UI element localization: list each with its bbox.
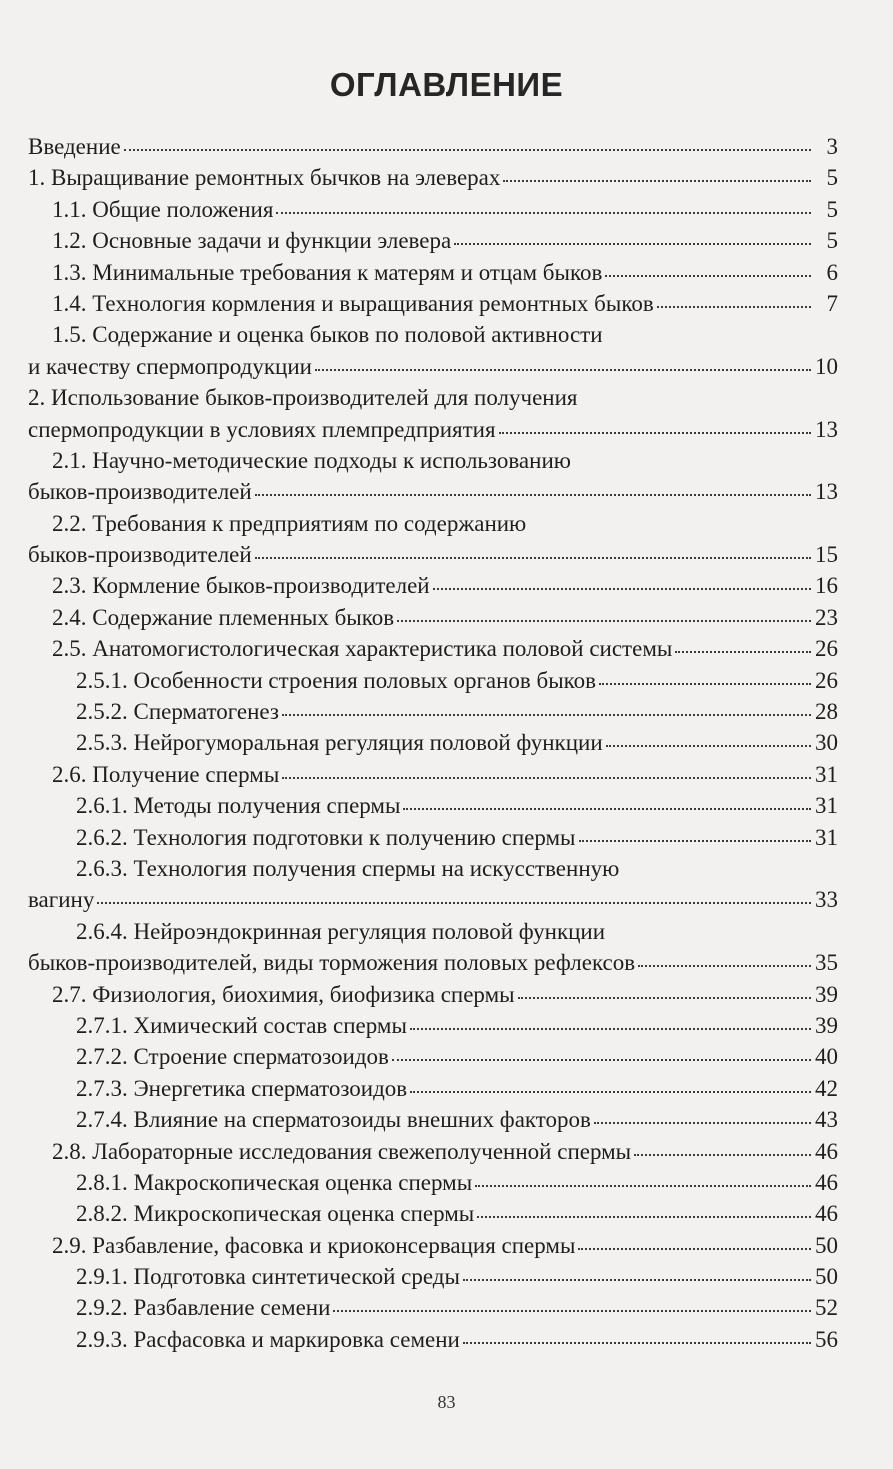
toc-entry-page: 5 — [826, 228, 838, 254]
toc-entry-page: 23 — [815, 604, 838, 630]
toc-leader-dots — [578, 1247, 811, 1250]
toc-leader-dots — [594, 1121, 811, 1124]
toc-entry — [28, 884, 838, 915]
toc-leader-dots — [392, 1058, 811, 1061]
toc-entry — [28, 633, 838, 664]
toc-entry-title: 1.3. Минимальные требования к матерям и отцам быков — [52, 259, 603, 285]
toc-entry-title: 2.5. Анатомогистологическая характеристика половой системы — [52, 636, 673, 662]
toc-entry — [28, 351, 838, 382]
toc-entry-page: 13 — [815, 416, 838, 442]
toc-leader-dots — [463, 1341, 811, 1344]
toc-entry — [28, 602, 838, 633]
toc-entry-title: 2.7.4. Влияние на сперматозоиды внешних факторов — [76, 1107, 591, 1133]
toc-entry — [28, 1261, 838, 1292]
toc-entry — [28, 288, 838, 319]
toc-entry — [28, 727, 838, 758]
toc-entry — [28, 1010, 838, 1041]
toc-leader-dots — [276, 211, 811, 214]
toc-entry-page: 39 — [815, 981, 838, 1007]
toc-entry — [28, 225, 838, 256]
toc-leader-dots — [675, 650, 811, 653]
toc-entry-title: 2.1. Научно-методические подходы к использованию — [52, 447, 571, 473]
toc-entry — [28, 1198, 838, 1229]
page-number: 83 — [437, 1392, 456, 1412]
toc-entry-page: 39 — [815, 1012, 838, 1038]
toc-entry — [28, 822, 838, 853]
toc-entry — [28, 319, 838, 350]
toc-entry — [28, 916, 838, 947]
toc-leader-dots — [475, 1184, 811, 1187]
toc-entry-page: 26 — [815, 636, 838, 662]
toc-entry-title: 2.8.2. Микроскопическая оценка спермы — [76, 1201, 475, 1227]
toc-leader-dots — [410, 1090, 811, 1093]
toc-entry-title: и качеству спермопродукции — [28, 353, 312, 379]
toc-leader-dots — [282, 776, 811, 779]
toc-entry-page: 31 — [815, 793, 838, 819]
toc-entry-title: 2.6.4. Нейроэндокринная регуляция половой функции — [76, 918, 606, 944]
toc-entry — [28, 570, 838, 601]
toc-entry-page: 5 — [826, 196, 838, 222]
toc-entry-title: 2.9.1. Подготовка синтетической среды — [76, 1264, 460, 1290]
toc-entry-title: Введение — [28, 134, 121, 159]
toc-entry-title: 2.7. Физиология, биохимия, биофизика спермы — [52, 981, 515, 1007]
toc-entry-page: 28 — [815, 699, 838, 725]
toc-entry — [28, 1073, 838, 1104]
toc-leader-dots — [606, 744, 811, 747]
toc-entry-page: 31 — [815, 761, 838, 787]
toc-entry-title: 2.7.2. Строение сперматозоидов — [76, 1044, 389, 1070]
toc-entry-title: 2.5.3. Нейрогуморальная регуляция половой функции — [76, 730, 603, 756]
toc-leader-dots — [634, 1153, 811, 1156]
toc-leader-dots — [599, 682, 811, 685]
toc-entry-title: спермопродукции в условиях племпредприятия — [28, 416, 496, 442]
toc-entry-title: 2. Использование быков-производителей для получения — [28, 385, 578, 411]
toc-entry-title: 2.4. Содержание племенных быков — [52, 604, 395, 630]
toc-entry-page: 13 — [815, 479, 838, 505]
toc-entry-title: быков-производителей, виды торможения половых рефлексов — [28, 950, 636, 976]
toc-leader-dots — [397, 619, 811, 622]
toc-leader-dots — [518, 996, 811, 999]
toc-entry-page: 15 — [815, 542, 838, 568]
toc-entry-page: 43 — [815, 1107, 838, 1133]
toc-entry-title: быков-производителей — [28, 479, 252, 505]
toc-entry-title: 2.9.3. Расфасовка и маркировка семени — [76, 1326, 460, 1352]
toc-leader-dots — [638, 964, 811, 967]
toc-leader-dots — [454, 242, 811, 245]
toc-entry — [28, 476, 838, 507]
toc-entry-title: 2.5.2. Сперматогенез — [76, 699, 279, 725]
toc-entry — [28, 1230, 838, 1261]
toc-entry-title: 1.2. Основные задачи и функции элевера — [52, 228, 452, 254]
toc-entry — [28, 665, 838, 696]
toc-entry — [28, 1041, 838, 1072]
toc-entry-title: 2.6.1. Методы получения спермы — [76, 793, 401, 819]
toc-entry-title: 2.6.3. Технология получения спермы на искусственную — [76, 855, 620, 881]
toc-entry-page: 26 — [815, 667, 838, 693]
toc-entry-page: 3 — [826, 134, 838, 159]
toc-leader-dots — [499, 431, 811, 434]
toc-entry-page: 46 — [815, 1201, 838, 1227]
toc-entry-title: 1. Выращивание ремонтных бычков на элеверах — [28, 165, 501, 191]
toc-entry — [28, 947, 838, 978]
toc-entry-page: 42 — [815, 1075, 838, 1101]
toc-entry — [28, 979, 838, 1010]
toc-entry-page: 7 — [826, 290, 838, 316]
toc-leader-dots — [282, 713, 811, 716]
toc-entry-title: 1.4. Технология кормления и выращивания ремонтных быков — [52, 290, 654, 316]
toc-leader-dots — [463, 1278, 811, 1281]
toc-leader-dots — [579, 839, 812, 842]
toc-entry-page: 46 — [815, 1169, 838, 1195]
toc-entry — [28, 414, 838, 445]
toc-entry — [28, 790, 838, 821]
page-title: ОГЛАВЛЕНИЕ — [329, 66, 564, 103]
toc-entry-title: 1.5. Содержание и оценка быков по половой активности — [52, 322, 603, 348]
toc-leader-dots — [503, 179, 811, 182]
toc-leader-dots — [255, 556, 811, 559]
toc-entry — [28, 1324, 838, 1355]
toc-entry-title: 2.9. Разбавление, фасовка и криоконсервация спермы — [52, 1232, 576, 1258]
toc-entry — [28, 1167, 838, 1198]
toc-entry-title: 2.2. Требования к предприятиям по содержанию — [52, 510, 527, 536]
toc-leader-dots — [333, 1309, 811, 1312]
toc-entry-page: 46 — [815, 1138, 838, 1164]
toc-entry-page: 52 — [815, 1295, 838, 1321]
toc-entry-page: 30 — [815, 730, 838, 756]
toc-entry-page: 31 — [815, 824, 838, 850]
table-of-contents — [28, 131, 838, 1355]
toc-entry-title: 2.8. Лабораторные исследования свежеполученной спермы — [52, 1138, 632, 1164]
toc-entry — [28, 853, 838, 884]
toc-entry — [28, 382, 838, 413]
toc-entry-title: быков-производителей — [28, 542, 252, 568]
toc-entry — [28, 1104, 838, 1135]
toc-entry — [28, 508, 838, 539]
toc-entry — [28, 1136, 838, 1167]
toc-entry-title: 2.9.2. Разбавление семени — [76, 1295, 331, 1321]
toc-entry-title: 2.6.2. Технология подготовки к получению спермы — [76, 824, 576, 850]
toc-leader-dots — [124, 148, 811, 151]
toc-entry-page: 6 — [826, 259, 838, 285]
toc-leader-dots — [433, 587, 811, 590]
toc-entry — [28, 194, 838, 225]
toc-entry-title: 1.1. Общие положения — [52, 196, 274, 222]
toc-entry-title: 2.7.1. Химический состав спермы — [76, 1012, 407, 1038]
toc-entry-title: 2.7.3. Энергетика сперматозоидов — [76, 1075, 408, 1101]
toc-entry-title: 2.8.1. Макроскопическая оценка спермы — [76, 1169, 473, 1195]
toc-leader-dots — [477, 1215, 811, 1218]
toc-entry-page: 50 — [815, 1232, 838, 1258]
toc-entry-title: 2.3. Кормление быков-производителей — [52, 573, 430, 599]
toc-entry-page: 33 — [815, 887, 838, 913]
toc-entry — [28, 696, 838, 727]
toc-entry — [28, 759, 838, 790]
toc-entry-page: 5 — [826, 165, 838, 191]
toc-entry-title: 2.5.1. Особенности строения половых органов быков — [76, 667, 597, 693]
toc-entry — [28, 131, 838, 162]
toc-entry — [28, 162, 838, 193]
toc-entry-title: вагину — [28, 887, 95, 913]
toc-entry — [28, 257, 838, 288]
toc-entry-page: 50 — [815, 1264, 838, 1290]
toc-leader-dots — [315, 368, 811, 371]
toc-leader-dots — [97, 901, 811, 904]
toc-entry-page: 10 — [815, 353, 838, 379]
toc-leader-dots — [657, 305, 811, 308]
toc-leader-dots — [605, 274, 811, 277]
toc-entry-page: 56 — [815, 1326, 838, 1352]
toc-entry — [28, 445, 838, 476]
toc-leader-dots — [255, 493, 811, 496]
toc-entry-page: 35 — [815, 950, 838, 976]
toc-leader-dots — [410, 1027, 811, 1030]
toc-entry — [28, 539, 838, 570]
toc-entry-page: 40 — [815, 1044, 838, 1070]
toc-entry-title: 2.6. Получение спермы — [52, 761, 280, 787]
toc-leader-dots — [403, 807, 811, 810]
toc-entry-page: 16 — [815, 573, 838, 599]
toc-entry — [28, 1292, 838, 1323]
